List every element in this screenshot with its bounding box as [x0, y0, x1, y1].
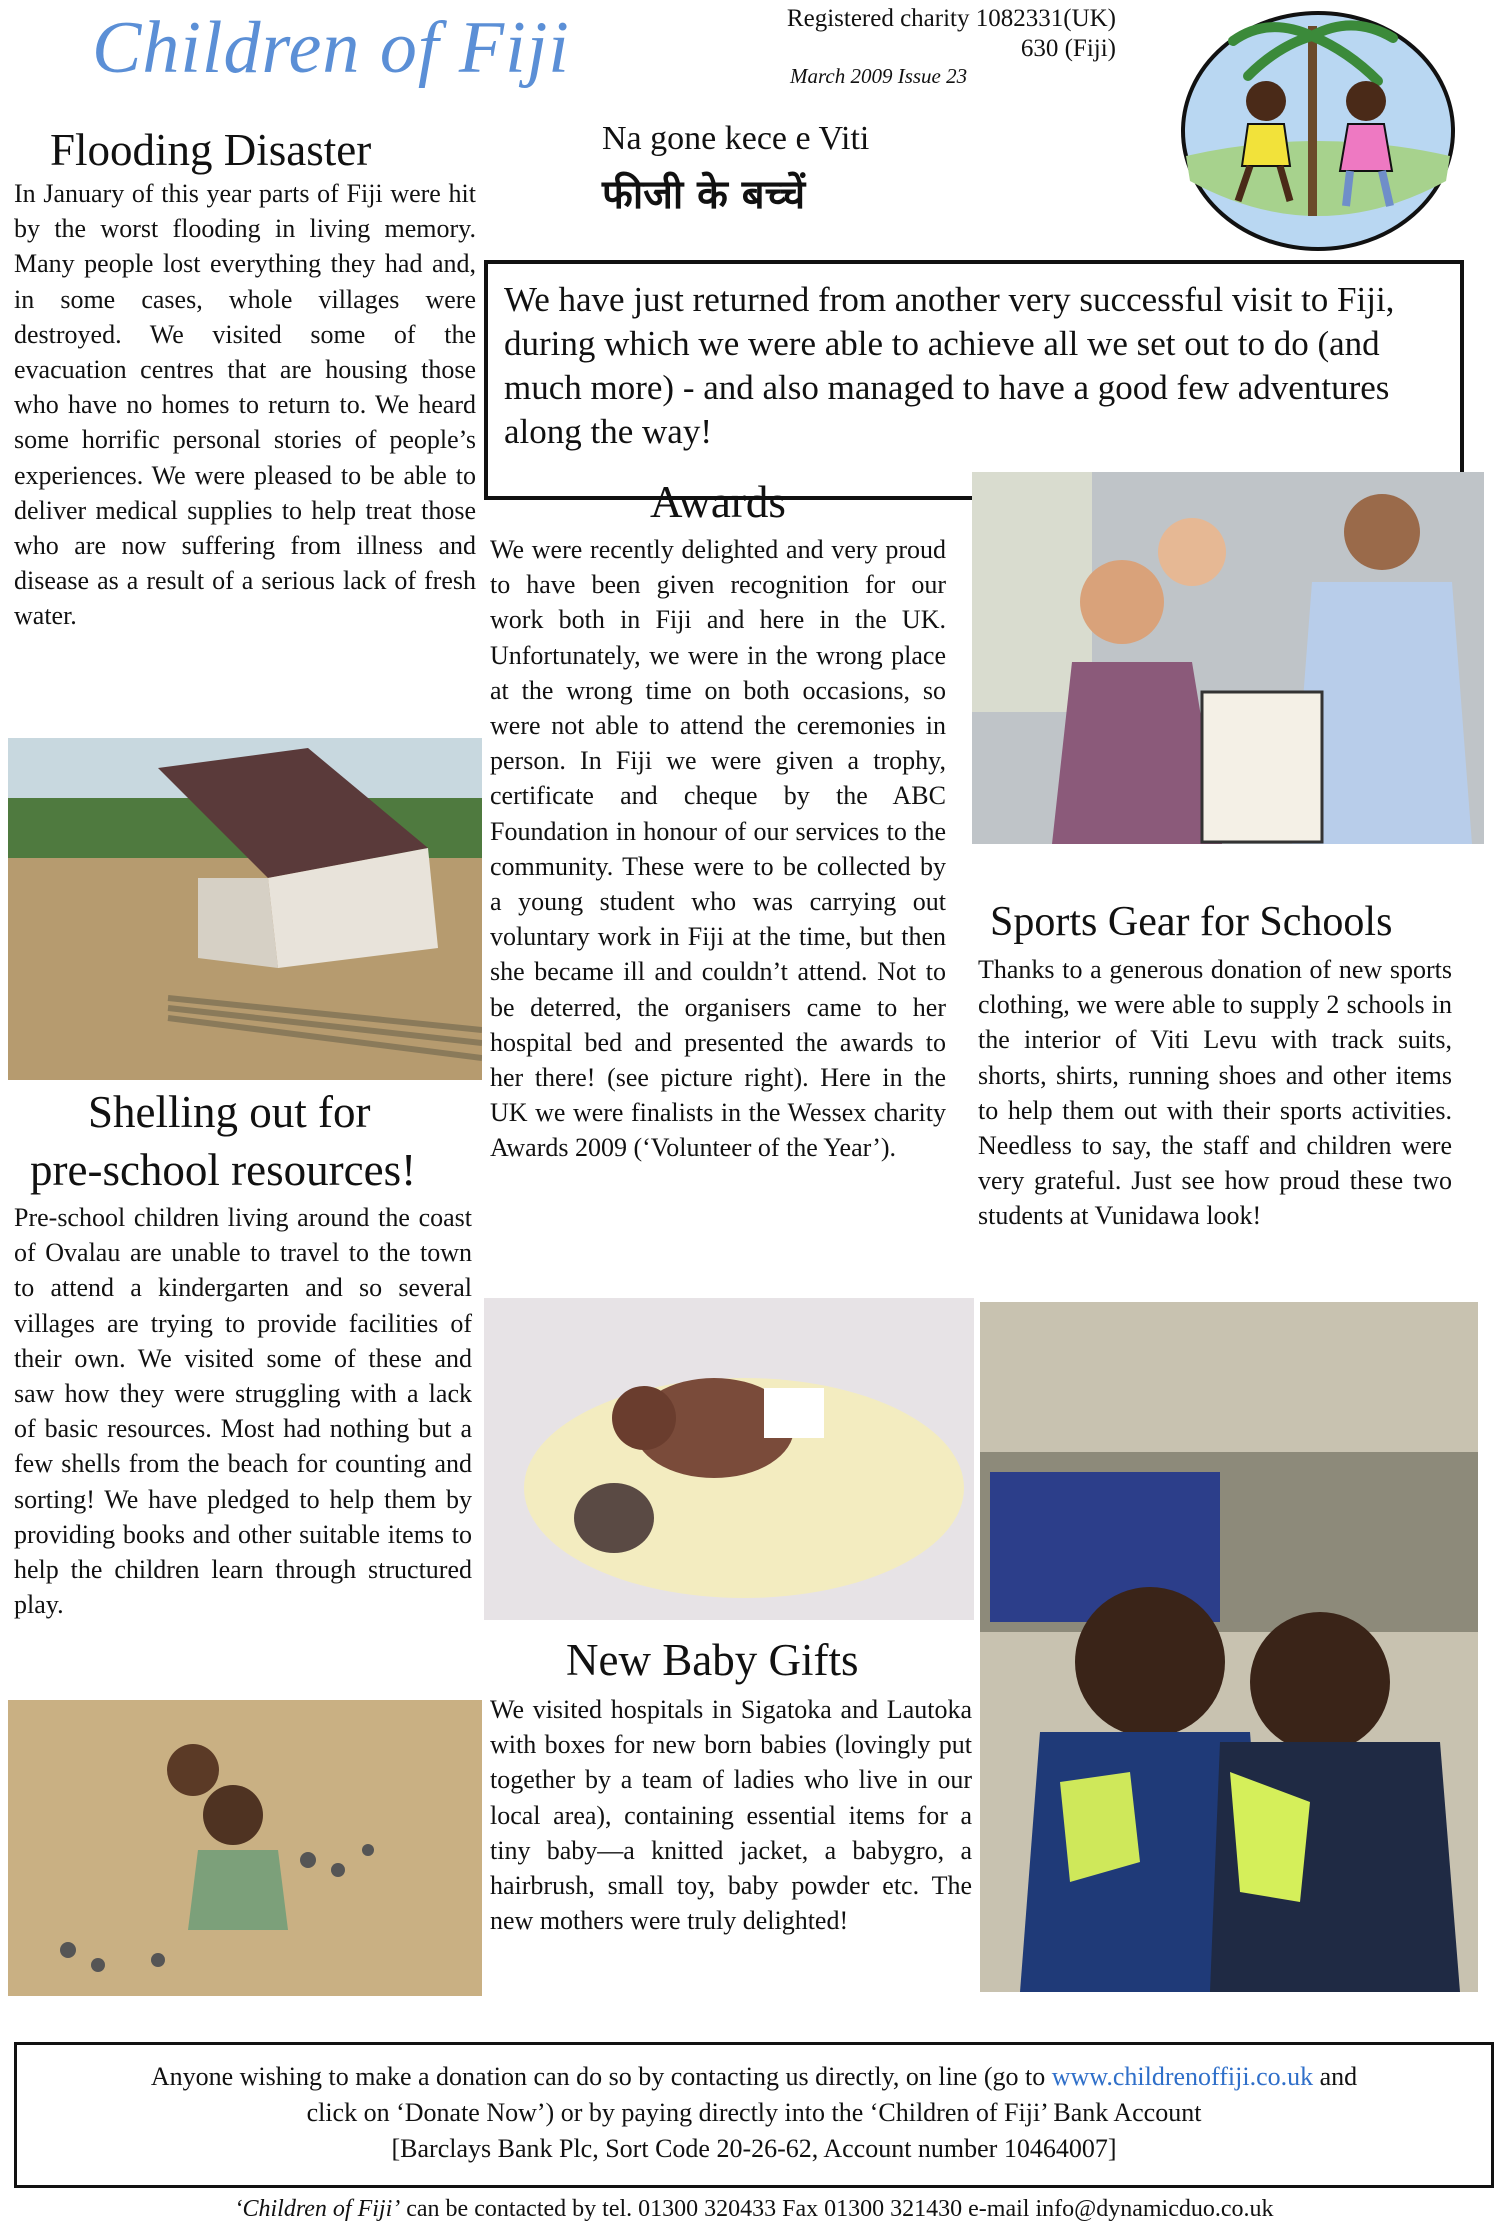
- flood-photo: [8, 738, 482, 1080]
- shelling-body: Pre-school children living around the coast of Ovalau are unable to travel to the town to attend a kindergarten and so several villages are trying to provide facilities of their own. We visited some of these and saw how they were struggling with a lack of basic resources. Most had nothing but a few shells from the beach for counting and sorting! We have pledged to help them by providing books and other suitable items to help the children learn through structured play.: [14, 1203, 472, 1620]
- baby-photo: [484, 1298, 974, 1620]
- shelling-heading-line1: Shelling out for: [88, 1087, 371, 1137]
- donation-line2: click on ‘Donate Now’) or by paying directly into the ‘Children of Fiji’ Bank Account: [306, 2098, 1202, 2127]
- awards-photo: [972, 472, 1484, 844]
- contact-line: [0, 2196, 1508, 2223]
- awards-body: We were recently delighted and very proud to have been given recognition for our work both in Fiji and here in the UK. Unfortunately, we were in the wrong place at the wrong time on both occasions, so were not able to attend the ceremonies in person. In Fiji we were given a trophy, certificate and cheque by the ABC Foundation in honour of our services to the community. These were to be collected by a young student who was carrying out voluntary work in Fiji at the time, but then she became ill and couldn’t attend. Not to be deterred, the organisers came to her hospital bed and presented the awards to her there! (see picture right). Here in the UK we were finalists in the Wessex charity Awards 2009 (‘Volunteer of the Year’).: [490, 535, 946, 1163]
- flooding-heading: Flooding Disaster: [50, 125, 372, 175]
- registration-info: [756, 4, 1116, 64]
- contact-details: can be contacted by tel. 01300 320433 Fax 01300 321430 e-mail info@dynamicduo.co.uk: [400, 2196, 1274, 2222]
- donation-line1-text: Anyone wishing to make a donation can do so by contacting us directly, on line (go to: [150, 2062, 1052, 2091]
- issue-date: March 2009 Issue 23: [790, 64, 968, 88]
- website-link[interactable]: www.childrenoffiji.co.uk: [1051, 2062, 1314, 2091]
- registration-line-fiji: 630 (Fiji): [1020, 35, 1116, 62]
- fijian-name: Na gone kece e Viti: [602, 120, 870, 157]
- awards-heading: Awards: [650, 477, 786, 527]
- bank-details: [Barclays Bank Plc, Sort Code 20-26-62, Account number 10464007]: [391, 2134, 1117, 2163]
- registration-line-uk: Registered charity 1082331(UK): [786, 5, 1116, 32]
- students-photo: [980, 1302, 1478, 1992]
- baby-body: We visited hospitals in Sigatoka and Lautoka with boxes for new born babies (lovingly put together by a team of ladies who live in our local area), containing essential items for a tiny baby—a knitted jacket, a babygro, a hairbrush, small toy, baby powder etc. The new mothers were truly delighted!: [490, 1695, 972, 1936]
- shelling-heading-line2: pre-school resources!: [30, 1145, 417, 1195]
- contact-charity-name: ‘Children of Fiji’: [234, 2196, 401, 2222]
- sports-heading: Sports Gear for Schools: [990, 899, 1393, 945]
- baby-heading: New Baby Gifts: [566, 1635, 859, 1685]
- hindi-name: फीजी के बच्चें: [602, 172, 806, 218]
- flooding-body: In January of this year parts of Fiji were hit by the worst flooding in living memory. Many people lost everything they had and, in some cases, whole villages were destroyed. We visited some of the evacuation centres that are housing those who have no homes to return to. We heard some horrific personal stories of people’s experiences. We were pleased to be able to deliver medical supplies to help treat those who are now suffering from illness and disease as a result of a serious lack of fresh water.: [14, 179, 476, 631]
- preschool-photo: [8, 1700, 482, 1996]
- sports-body: Thanks to a generous donation of new sports clothing, we were able to supply 2 schools in the interior of Viti Levu with track suits, shorts, shirts, running shoes and other items to help them out with their sports activities. Needless to say, the staff and children were very grateful. Just see how proud these two students at Vunidawa look!: [978, 955, 1452, 1231]
- masthead-title: Children of Fiji: [92, 7, 570, 89]
- charity-logo: [1178, 6, 1488, 256]
- donation-line1: [39, 2059, 1469, 2095]
- donation-box: [14, 2042, 1494, 2188]
- intro-box: We have just returned from another very successful visit to Fiji, during which we were able to achieve all we set out to do (and much more) - and also managed to have a good few adventures along the way!: [484, 260, 1464, 500]
- donation-line1-end: and: [1313, 2062, 1358, 2091]
